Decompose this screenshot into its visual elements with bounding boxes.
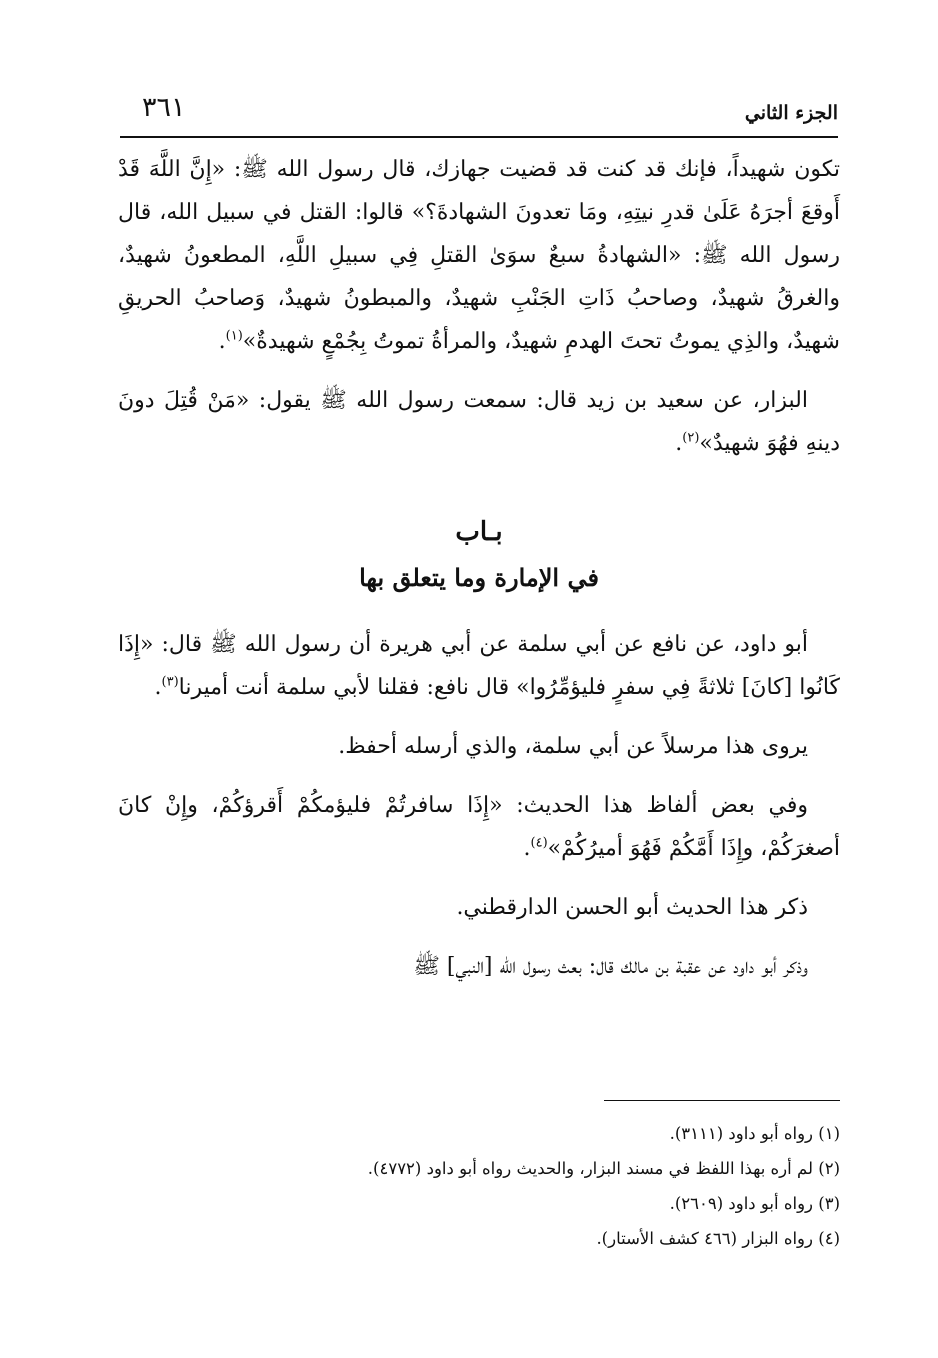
footnote: (٢) لم أره بهذا اللفظ في مسند البزار، والحديث رواه أبو داود (٤٧٧٢). xyxy=(367,1159,840,1178)
footnote: (١) رواه أبو داود (٣١١١). xyxy=(669,1124,840,1143)
footnote-ref: (٣) xyxy=(161,674,179,690)
chapter-heading xyxy=(118,509,840,601)
page-number: ٣٦١ xyxy=(142,92,186,123)
footnote-ref: (١) xyxy=(225,328,243,344)
footnotes xyxy=(118,1116,840,1256)
text-paragraph: وفي بعض ألفاظ هذا الحديث: «إِذَا سافرتُمْ فليؤمكُمْ أَقرؤكُمْ، وإِنْ كانَ أصغرَكُمْ، وإِذَا أَمَّكُمْ فَهُوَ أميرُكُمْ»$^{(٤)}$. xyxy=(118,793,840,861)
chapter-label: بـاب xyxy=(455,517,503,547)
text-paragraph: أبو داود، عن نافع عن أبي سلمة عن أبي هريرة أن رسول الله ﷺ قال: «إِذَا كَانُوا [كانَ] ثلاثةً فِي سفرٍ فليؤمِّرُوا» قال نافع: فقلنا لأبي سلمة أنت أميرنا$^{(٣)}$. xyxy=(118,632,840,700)
footnote-separator xyxy=(604,1100,840,1101)
text-paragraph: البزار، عن سعيد بن زيد قال: سمعت رسول الله ﷺ يقول: «مَنْ قُتِلَ دونَ دينهِ فهُوَ شهيدٌ»$^{(٢)}$. xyxy=(118,388,840,456)
chapter-title: في الإمارة وما يتعلق بها xyxy=(359,563,599,592)
footnote: (٤) رواه البزار (٤٦٦ كشف الأستار). xyxy=(596,1229,840,1248)
footnote-ref: (٤) xyxy=(530,835,548,851)
text-paragraph: ذكر هذا الحديث أبو الحسن الدارقطني. xyxy=(456,895,808,920)
main-text xyxy=(118,148,840,1004)
text-paragraph: وذكر أبو داود عن عقبة بن مالك قال: بعث رسول الله [النبي] ﷺ xyxy=(413,954,808,979)
header-rule xyxy=(120,136,838,138)
footnote: (٣) رواه أبو داود (٢٦٠٩). xyxy=(669,1194,840,1213)
text-paragraph: تكون شهيداً، فإنك قد كنت قد قضيت جهازك، قال رسول الله ﷺ: «إِنَّ اللَّهَ قَدْ أَوقعَ أجرَهُ عَلَىٰ قدرِ نيتِهِ، ومَا تعدونَ الشهادةَ؟» قالوا: القتل في سبيل الله، قال رسول الله ﷺ: «الشهادةُ سبعٌ سوَىٰ القتلِ فِي سبيلِ اللَّهِ، المطعونُ شهيدٌ، والغرقُ شهيدٌ، وصاحبُ ذَاتِ الجَنْبِ شهيدٌ، والمبطونُ شهيدٌ، وَصاحبُ الحريقِ شهيدٌ، والذِي يموتُ تحتَ الهدمِ شهيدٌ، والمرأةُ تموتُ بِجُمْعٍ شهيدةٌ»$^{(١)}$. xyxy=(118,157,840,354)
running-header xyxy=(120,92,838,138)
volume-label: الجزء الثاني xyxy=(744,102,838,124)
footnote-ref: (٢) xyxy=(682,430,700,446)
text-paragraph: يروى هذا مرسلاً عن أبي سلمة، والذي أرسله أحفظ. xyxy=(338,734,808,759)
